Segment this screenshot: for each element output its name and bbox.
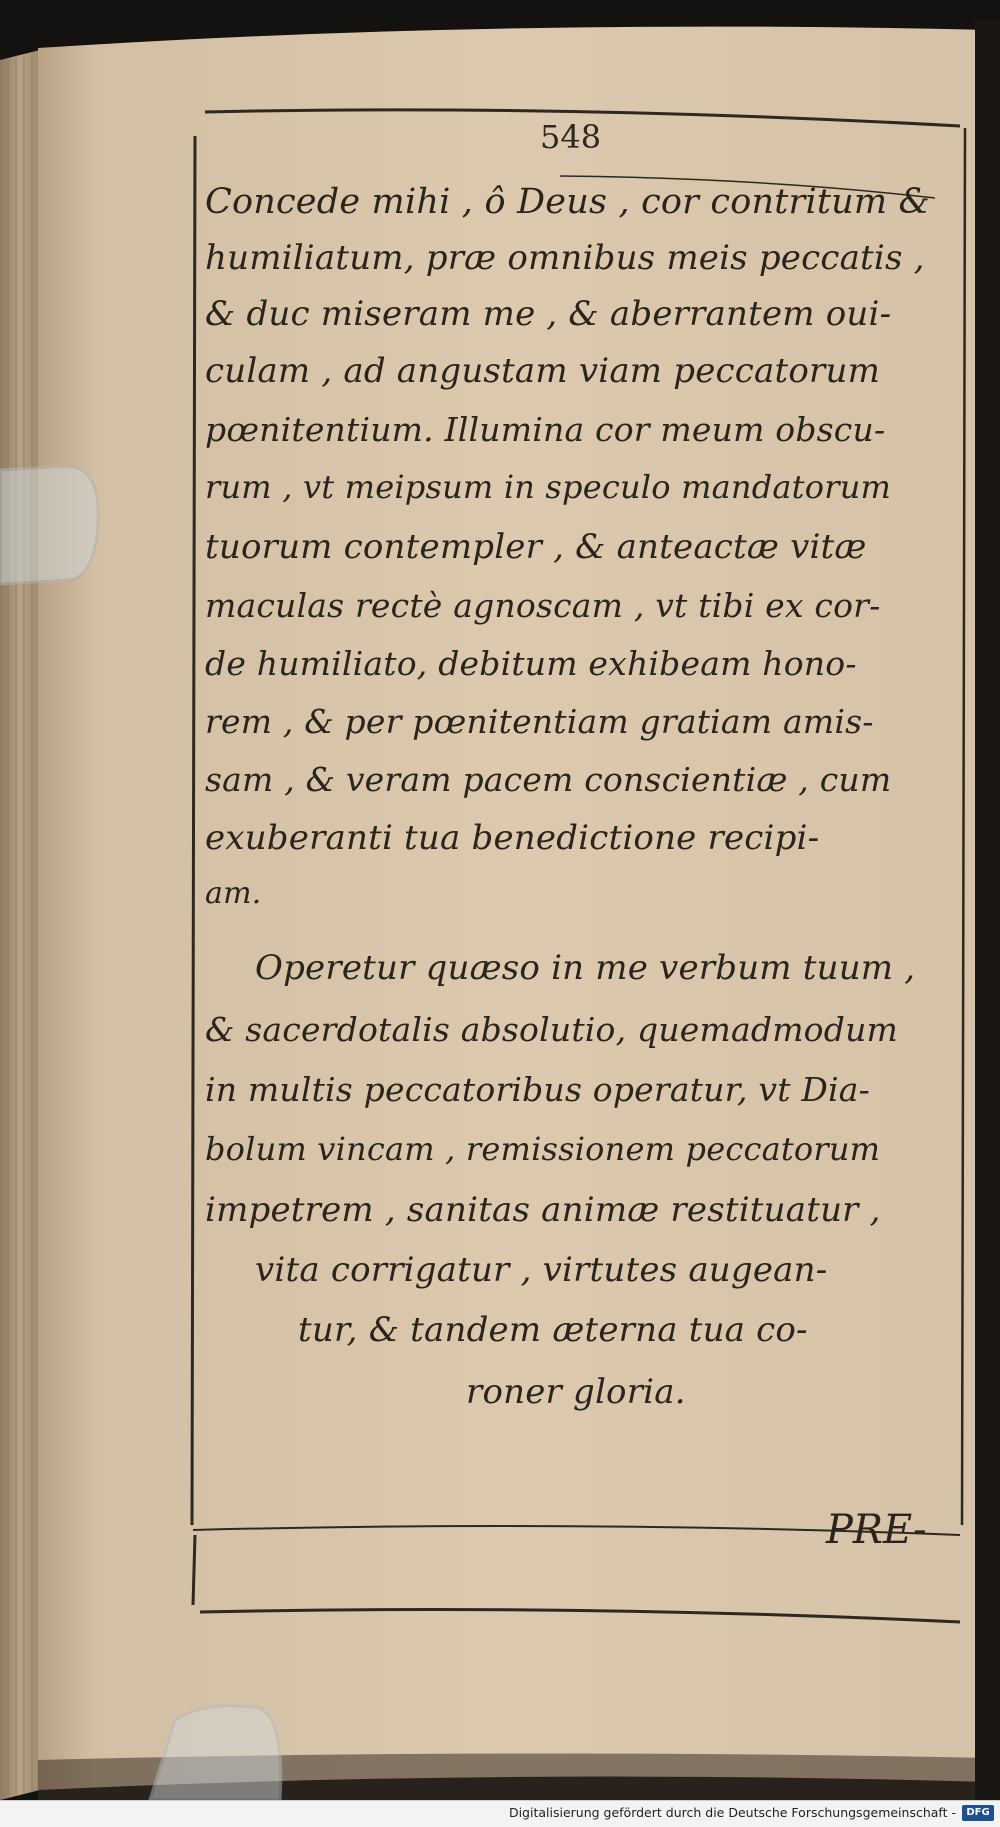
text-line-21: roner gloria. <box>466 1372 686 1412</box>
text-line-3: & duc miseram me , & aberrantem oui- <box>205 294 892 334</box>
text-line-7: tuorum contempler , & anteactæ vitæ <box>205 527 867 567</box>
text-line-9: de humiliato, debitum exhibeam hono- <box>205 644 857 683</box>
footer-bar <box>0 1800 1000 1827</box>
text-line-2: humiliatum, præ omnibus meis peccatis , <box>205 238 925 278</box>
text-line-4: culam , ad angustam viam peccatorum <box>205 351 881 391</box>
page-number: 548 <box>540 118 602 156</box>
text-line-18: impetrem , sanitas animæ restituatur , <box>205 1190 881 1230</box>
text-line-17: bolum vincam , remissionem peccatorum <box>205 1130 881 1168</box>
catchword: PRE- <box>826 1507 927 1553</box>
text-line-1: Concede mihi , ô Deus , cor contritum & <box>205 182 930 222</box>
text-line-15: & sacerdotalis absolutio, quemadmodum <box>205 1010 899 1049</box>
text-line-6: rum , vt meipsum in speculo mandatorum <box>205 468 892 506</box>
text-line-12: exuberanti tua benedictione recipi- <box>205 818 820 858</box>
footer-credit: Digitalisierung gefördert durch die Deutsche Forschungsgemeinschaft - <box>508 1805 956 1820</box>
text-line-14: Operetur quæso in me verbum tuum , <box>255 948 916 988</box>
dfg-logo: DFG <box>962 1805 994 1821</box>
text-line-20: tur, & tandem æterna tua co- <box>298 1310 808 1350</box>
text-line-16: in multis peccatoribus operatur, vt Dia- <box>205 1070 871 1109</box>
text-line-19: vita corrigatur , virtutes augean- <box>255 1250 828 1290</box>
text-line-13: am. <box>205 876 262 911</box>
text-line-8: maculas rectè agnoscam , vt tibi ex cor- <box>205 586 881 625</box>
text-line-5: pœnitentium. Illumina cor meum obscu- <box>205 410 886 449</box>
text-line-10: rem , & per pœnitentiam gratiam amis- <box>205 702 874 741</box>
text-line-11: sam , & veram pacem conscientiæ , cum <box>205 760 892 799</box>
